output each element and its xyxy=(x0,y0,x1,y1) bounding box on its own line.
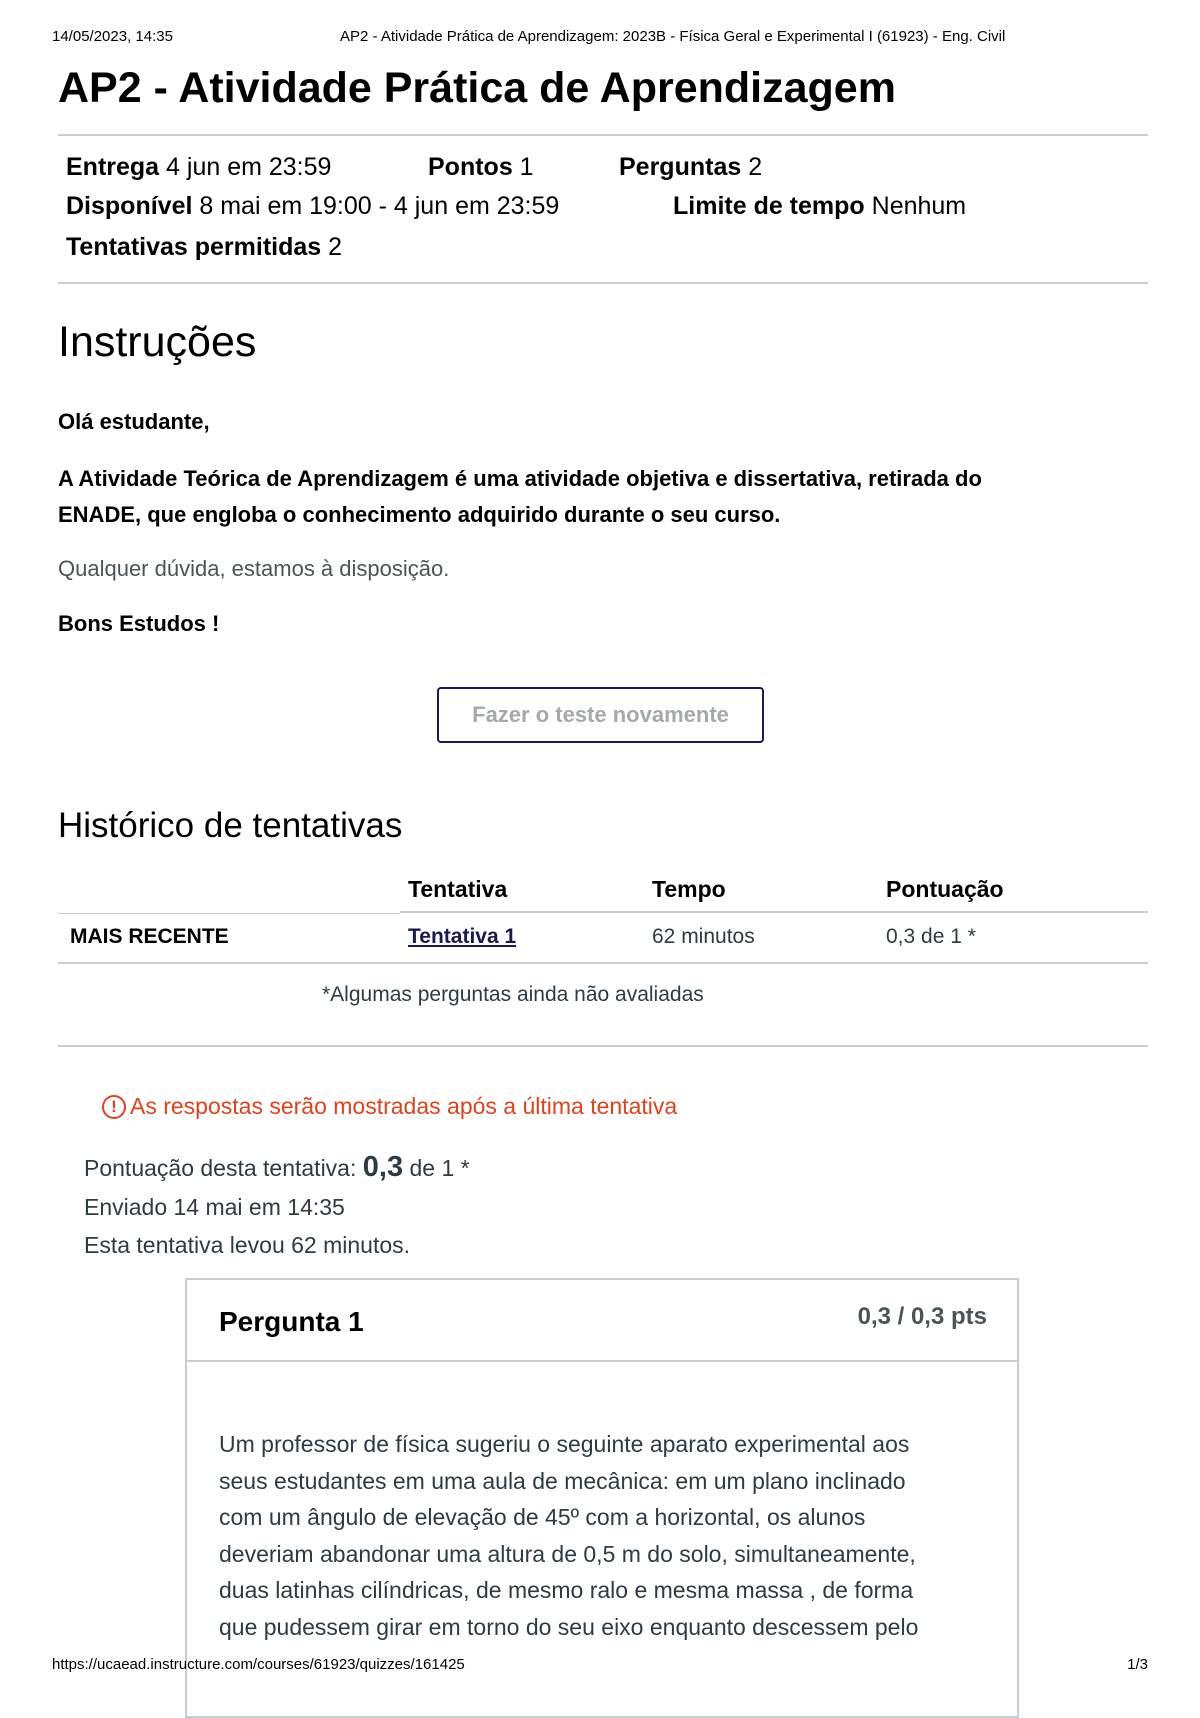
question-text-line: que pudessem girar em torno do seu eixo enquanto descessem pelo xyxy=(219,1613,919,1640)
retake-quiz-button[interactable]: Fazer o teste novamente xyxy=(437,687,764,743)
table-header-divider xyxy=(400,911,1148,913)
instructions-paragraph-line2: ENADE, que engloba o conhecimento adquirido durante o seu curso. xyxy=(58,502,781,527)
table-row-divider xyxy=(58,962,1148,964)
meta-tentativas-value: 2 xyxy=(328,233,343,261)
meta-tentativas-label: Tentativas permitidas xyxy=(66,233,322,261)
meta-perguntas xyxy=(619,153,762,182)
history-column-score: Pontuação xyxy=(886,876,1004,902)
meta-limite-value: Nenhum xyxy=(871,192,967,220)
divider xyxy=(58,282,1148,284)
meta-pontos-value: 1 xyxy=(519,153,534,181)
attempt-score-value: 0,3 xyxy=(362,1151,404,1183)
meta-entrega-label: Entrega xyxy=(66,153,160,181)
attempt-duration: Esta tentativa levou 62 minutos. xyxy=(84,1232,411,1258)
meta-perguntas-label: Perguntas xyxy=(619,153,742,181)
page-title: AP2 - Atividade Prática de Aprendizagem xyxy=(58,64,896,112)
meta-pontos xyxy=(428,153,534,182)
question-text-line: deveriam abandonar uma altura de 0,5 m do solo, simultaneamente, xyxy=(219,1540,916,1567)
history-note: *Algumas perguntas ainda não avaliadas xyxy=(322,983,704,1006)
meta-perguntas-value: 2 xyxy=(748,153,763,181)
instructions-paragraph-line1: A Atividade Teórica de Aprendizagem é uma atividade objetiva e dissertativa, retirada do xyxy=(58,466,982,491)
divider xyxy=(58,1045,1148,1047)
attempt-score xyxy=(84,1151,470,1184)
meta-entrega xyxy=(66,153,331,182)
table-header-divider xyxy=(58,913,400,914)
meta-tentativas xyxy=(66,233,342,262)
question-title: Pergunta 1 xyxy=(219,1306,364,1337)
meta-entrega-value: 4 jun em 23:59 xyxy=(166,153,332,181)
question-text-line: duas latinhas cilíndricas, de mesmo ralo e mesma massa , de forma xyxy=(219,1577,914,1603)
meta-limite xyxy=(673,192,966,221)
question-text-line: com um ângulo de elevação de 45º com a horizontal, os alunos xyxy=(219,1504,866,1530)
instructions-greeting: Olá estudante, xyxy=(58,409,210,434)
print-page-number: 1/3 xyxy=(1127,1656,1148,1673)
meta-disponivel-label: Disponível xyxy=(66,192,193,220)
instructions-heading: Instruções xyxy=(58,318,257,366)
print-header xyxy=(52,28,1148,48)
print-footer xyxy=(52,1656,1148,1676)
question-card xyxy=(185,1278,1019,1718)
question-text xyxy=(219,1426,989,1645)
answers-warning-text: As respostas serão mostradas após a última tentativa xyxy=(130,1093,678,1119)
question-text-line: seus estudantes em uma aula de mecânica: em um plano inclinado xyxy=(219,1467,906,1494)
print-url: https://ucaead.instructure.com/courses/61923/quizzes/161425 xyxy=(52,1656,465,1673)
print-document-title: AP2 - Atividade Prática de Aprendizagem: 2023B - Física Geral e Experimental I (61923) - Eng. Civil xyxy=(340,28,1006,45)
question-header xyxy=(187,1280,1017,1362)
meta-disponivel xyxy=(66,192,559,221)
question-text-line: Um professor de física sugeriu o seguinte aparato experimental aos xyxy=(219,1431,910,1457)
attempt-score-suffix: de 1 * xyxy=(409,1155,470,1181)
instructions-closing: Bons Estudos ! xyxy=(58,611,220,636)
meta-disponivel-value: 8 mai em 19:00 - 4 jun em 23:59 xyxy=(199,192,560,220)
question-points: 0,3 / 0,3 pts xyxy=(857,1303,987,1330)
history-row-label: MAIS RECENTE xyxy=(70,925,229,948)
instructions-doubts: Qualquer dúvida, estamos à disposição. xyxy=(58,556,450,581)
attempt-link[interactable]: Tentativa 1 xyxy=(408,925,517,948)
attempt-submitted: Enviado 14 mai em 14:35 xyxy=(84,1194,345,1220)
alert-circle-icon: ! xyxy=(102,1095,126,1119)
meta-limite-label: Limite de tempo xyxy=(673,192,865,220)
print-date: 14/05/2023, 14:35 xyxy=(52,28,173,45)
attempt-score-label: Pontuação desta tentativa: xyxy=(84,1155,357,1181)
history-row-time: 62 minutos xyxy=(652,925,755,948)
history-column-time: Tempo xyxy=(652,876,726,902)
history-column-attempt: Tentativa xyxy=(408,876,508,902)
divider xyxy=(58,134,1148,136)
answers-warning xyxy=(102,1093,677,1120)
history-row-score: 0,3 de 1 * xyxy=(886,925,976,948)
meta-pontos-label: Pontos xyxy=(428,153,513,181)
history-heading: Histórico de tentativas xyxy=(58,806,403,845)
